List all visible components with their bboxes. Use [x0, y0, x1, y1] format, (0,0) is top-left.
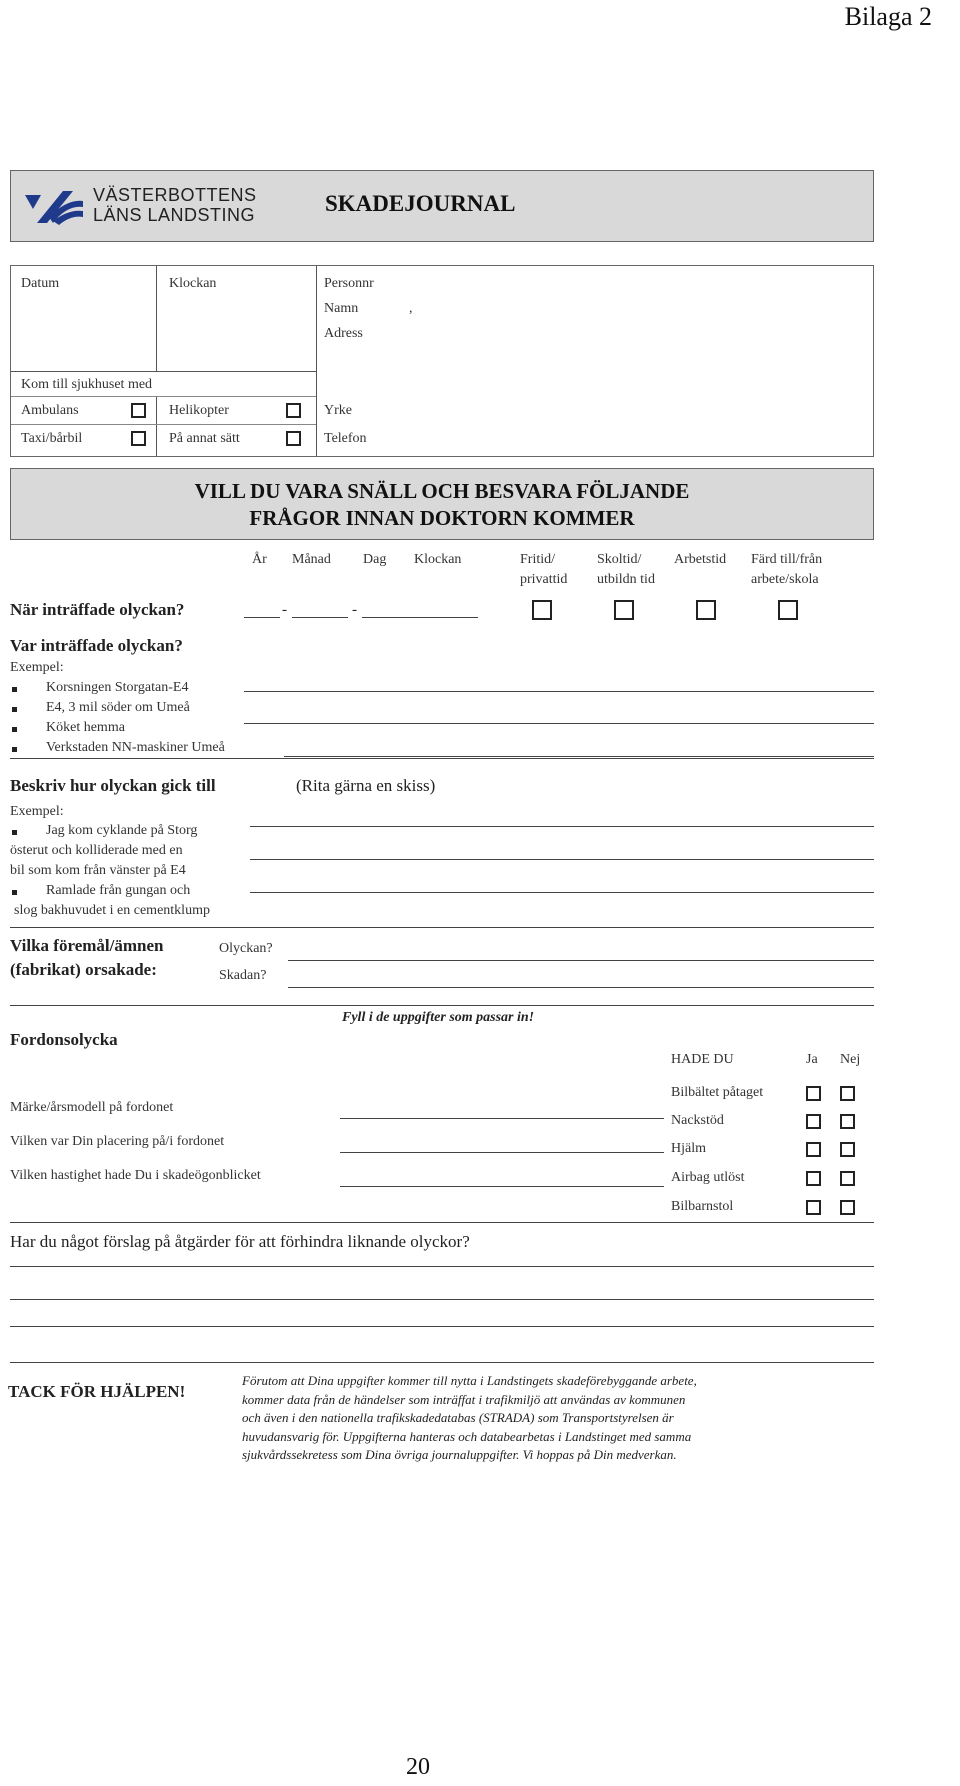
- dash-2: -: [352, 602, 357, 618]
- ambulans-label: Ambulans: [21, 403, 79, 418]
- where-example-label: Exempel:: [10, 660, 64, 675]
- suggestion-line-3[interactable]: [10, 1326, 874, 1327]
- describe-example-label: Exempel:: [10, 804, 64, 819]
- skadan-label: Skadan?: [219, 968, 267, 983]
- instruction-banner: [10, 468, 874, 540]
- form-title: SKADEJOURNAL: [325, 191, 516, 216]
- model-label: Märke/årsmodell på fordonet: [10, 1100, 174, 1115]
- where-line-1[interactable]: [244, 691, 874, 692]
- namn-label: Namn: [324, 301, 359, 316]
- yrke-label: Yrke: [324, 403, 352, 418]
- thanks-label: TACK FÖR HJÄLPEN!: [8, 1382, 186, 1401]
- cat-fritid-2: privattid: [520, 572, 568, 587]
- fill-note: Fyll i de uppgifter som passar in!: [342, 1010, 535, 1025]
- klockan-label: Klockan: [169, 276, 217, 291]
- footer-text: [242, 1372, 882, 1465]
- cat-fard-1: Färd till/från: [751, 552, 823, 567]
- col-klockan: Klockan: [414, 552, 462, 567]
- bilbalte-nej-checkbox[interactable]: [840, 1086, 855, 1101]
- taxi-checkbox[interactable]: [131, 431, 146, 446]
- olyckan-field[interactable]: [288, 960, 874, 961]
- landsting-logo-icon: [23, 187, 85, 227]
- adress-label: Adress: [324, 326, 363, 341]
- banner-line2: FRÅGOR INNAN DOKTORN KOMMER: [249, 506, 635, 530]
- placement-label: Vilken var Din placering på/i fordonet: [10, 1134, 225, 1149]
- describe-ex1-l3: bil som kom från vänster på E4: [10, 863, 186, 878]
- datum-label: Datum: [21, 276, 60, 291]
- fritid-checkbox[interactable]: [532, 600, 552, 620]
- where-example-3: Köket hemma: [46, 720, 125, 735]
- describe-ex1-l1: Jag kom cyklande på Storg: [46, 823, 198, 838]
- year-field[interactable]: [244, 617, 280, 618]
- item-bilbarnstol: Bilbarnstol: [671, 1199, 734, 1214]
- where-example-2: E4, 3 mil söder om Umeå: [46, 700, 190, 715]
- skadan-field[interactable]: [288, 987, 874, 988]
- where-example-4: Verkstaden NN-maskiner Umeå: [46, 740, 225, 755]
- where-line-3[interactable]: [284, 756, 874, 757]
- suggestion-question: Har du något förslag på åtgärder för att förhindra liknande olyckor?: [10, 1232, 470, 1251]
- patient-box: [10, 265, 874, 457]
- helikopter-label: Helikopter: [169, 403, 229, 418]
- placement-field[interactable]: [340, 1152, 664, 1153]
- footer-line-2: kommer data från de händelser som inträffat i trafikmiljö att användas av kommunen: [242, 1391, 686, 1407]
- had-you-label: HADE DU: [671, 1052, 734, 1067]
- when-question: När inträffade olyckan?: [10, 600, 185, 619]
- footer-line-1: Förutom att Dina uppgifter kommer till nytta i Landstingets skadeförebyggande arbete,: [242, 1373, 697, 1388]
- arbetstid-checkbox[interactable]: [696, 600, 716, 620]
- ja-label: Ja: [806, 1052, 818, 1067]
- page-number: 20: [406, 1754, 430, 1780]
- month-field[interactable]: [292, 617, 348, 618]
- where-line-2[interactable]: [244, 723, 874, 724]
- nackstod-nej-checkbox[interactable]: [840, 1114, 855, 1129]
- bilbalte-ja-checkbox[interactable]: [806, 1086, 821, 1101]
- arrival-title: Kom till sjukhuset med: [21, 377, 153, 392]
- skoltid-checkbox[interactable]: [614, 600, 634, 620]
- describe-question: Beskriv hur olyckan gick till: [10, 776, 216, 795]
- title-band: [10, 170, 874, 242]
- banner-line1: VILL DU VARA SNÄLL OCH BESVARA FÖLJANDE: [194, 479, 690, 503]
- cat-arbetstid: Arbetstid: [674, 552, 727, 567]
- hjalm-nej-checkbox[interactable]: [840, 1142, 855, 1157]
- airbag-nej-checkbox[interactable]: [840, 1171, 855, 1186]
- cat-skoltid-1: Skoltid/: [597, 552, 642, 567]
- speed-label: Vilken hastighet hade Du i skadeögonblicket: [10, 1168, 261, 1183]
- bilbarnstol-nej-checkbox[interactable]: [840, 1200, 855, 1215]
- item-nackstod: Nackstöd: [671, 1113, 724, 1128]
- describe-line-3[interactable]: [250, 892, 874, 893]
- col-ar: År: [252, 552, 267, 567]
- objects-question-1: Vilka föremål/ämnen: [10, 936, 164, 955]
- describe-ex2-l1: Ramlade från gungan och: [46, 883, 191, 898]
- item-bilbalte: Bilbältet påtaget: [671, 1085, 764, 1100]
- describe-line-1[interactable]: [250, 826, 874, 827]
- suggestion-line-2[interactable]: [10, 1299, 874, 1300]
- bilbarnstol-ja-checkbox[interactable]: [806, 1200, 821, 1215]
- item-airbag: Airbag utlöst: [671, 1170, 745, 1185]
- vehicle-title: Fordonsolycka: [10, 1030, 118, 1049]
- cat-fard-2: arbete/skola: [751, 572, 819, 587]
- annat-checkbox[interactable]: [286, 431, 301, 446]
- cat-fritid-1: Fritid/: [520, 552, 556, 567]
- header-label: Bilaga 2: [844, 2, 932, 31]
- dash-1: -: [282, 602, 287, 618]
- footer-line-5: sjukvårdssekretess som Dina övriga journaluppgifter. Vi hoppas på Din medverkan.: [242, 1447, 677, 1462]
- describe-line-2[interactable]: [250, 859, 874, 860]
- suggestion-line-1[interactable]: [10, 1266, 874, 1267]
- fard-checkbox[interactable]: [778, 600, 798, 620]
- airbag-ja-checkbox[interactable]: [806, 1171, 821, 1186]
- nej-label: Nej: [840, 1052, 861, 1067]
- objects-question-2: (fabrikat) orsakade:: [10, 960, 157, 979]
- col-manad: Månad: [292, 552, 331, 567]
- cat-skoltid-2: utbildn tid: [597, 572, 655, 587]
- describe-note: (Rita gärna en skiss): [296, 776, 436, 795]
- item-hjalm: Hjälm: [671, 1141, 706, 1156]
- where-example-1: Korsningen Storgatan-E4: [46, 680, 189, 695]
- taxi-label: Taxi/bårbil: [21, 431, 83, 446]
- telefon-label: Telefon: [324, 431, 367, 446]
- day-time-field[interactable]: [362, 617, 478, 618]
- footer-line-4: huvudansvarig för. Uppgifterna hanteras och databearbetas i Landstinget med samma: [242, 1428, 692, 1444]
- logo: [23, 185, 263, 229]
- ambulans-checkbox[interactable]: [131, 403, 146, 418]
- model-field[interactable]: [340, 1118, 664, 1119]
- olyckan-label: Olyckan?: [219, 941, 273, 956]
- describe-ex2-l2: slog bakhuvudet i en cementklump: [14, 903, 210, 918]
- speed-field[interactable]: [340, 1186, 664, 1187]
- namn-separator: ,: [409, 301, 413, 316]
- describe-ex1-l2: österut och kolliderade med en: [10, 843, 183, 858]
- col-dag: Dag: [363, 552, 387, 567]
- helikopter-checkbox[interactable]: [286, 403, 301, 418]
- personnr-label: Personnr: [324, 276, 374, 291]
- hjalm-ja-checkbox[interactable]: [806, 1142, 821, 1157]
- footer-line-3: och även i den nationella trafikskadedatabas (STRADA) som Transportstyrelsen är: [242, 1410, 674, 1425]
- where-question: Var inträffade olyckan?: [10, 636, 183, 655]
- nackstod-ja-checkbox[interactable]: [806, 1114, 821, 1129]
- logo-line2: LÄNS LANDSTING: [93, 205, 256, 225]
- annat-label: På annat sätt: [169, 431, 240, 446]
- logo-line1: VÄSTERBOTTENS: [93, 185, 257, 205]
